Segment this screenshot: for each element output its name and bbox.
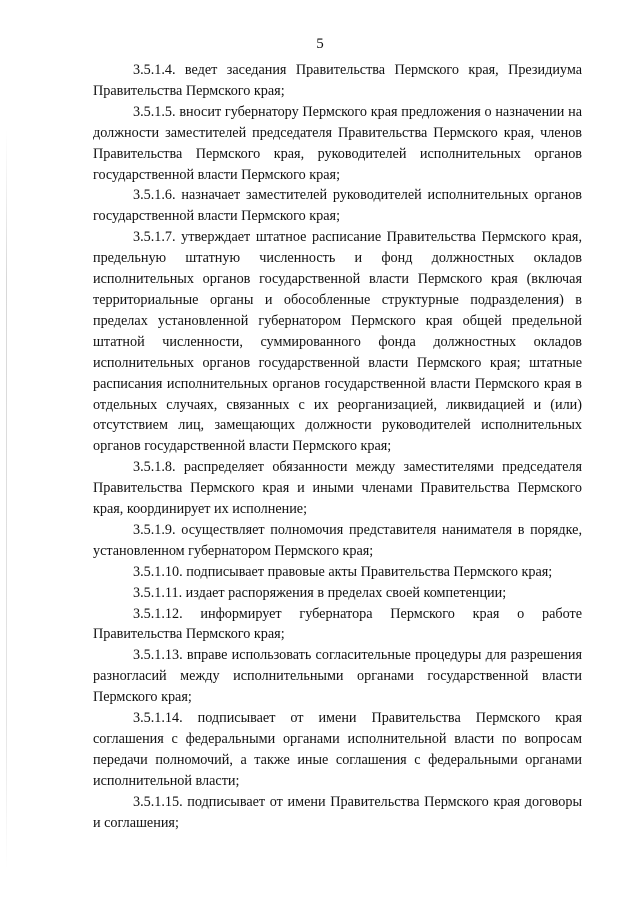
paragraph-3-5-1-8: 3.5.1.8. распределяет обязанности между заместителями председателя Правительства Пермского края и иными членами Правительства Пермского края, координирует их исполнение; xyxy=(93,459,582,518)
paragraph-3-5-1-15: 3.5.1.15. подписывает от имени Правительства Пермского края договоры и соглашения; xyxy=(93,793,582,831)
paragraph-3-5-1-11: 3.5.1.11. издает распоряжения в пределах своей компетенции; xyxy=(133,584,507,601)
paragraph-3-5-1-6: 3.5.1.6. назначает заместителей руководителей исполнительных органов государственной власти Пермского края; xyxy=(93,187,582,225)
paragraph-3-5-1-10: 3.5.1.10. подписывает правовые акты Правительства Пермского края; xyxy=(133,563,553,580)
scan-artifact-line xyxy=(6,130,7,870)
paragraph-3-5-1-12: 3.5.1.12. информирует губернатора Пермского края о работе Правительства Пермского края; xyxy=(93,605,582,643)
paragraph-3-5-1-9: 3.5.1.9. осуществляет полномочия представителя нанимателя в порядке, установленном губернатором Пермского края; xyxy=(93,521,582,559)
paragraph-3-5-1-13: 3.5.1.13. вправе использовать согласительные процедуры для разрешения разногласий между исполнительными органами государственной власти Пермского края; xyxy=(93,647,582,706)
paragraph-3-5-1-5: 3.5.1.5. вносит губернатору Пермского края предложения о назначении на должности заместителей председателя Правительства Пермского края, членов Правительства Пермского края, руководителей исполнительных органов государственной власти Пермского края; xyxy=(93,103,582,183)
paragraph-3-5-1-14: 3.5.1.14. подписывает от имени Правительства Пермского края соглашения с федеральными органами исполнительной власти по вопросам передачи полномочий, а также иные соглашения с федеральными органами исполнительной власти; xyxy=(93,710,582,789)
document-body xyxy=(93,60,582,834)
page-number: 5 xyxy=(316,36,324,52)
paragraph-3-5-1-7: 3.5.1.7. утверждает штатное расписание Правительства Пермского края, предельную штатную численность и фонд должностных окладов исполнительных органов государственной власти Пермского края (включая территориальные органы и обособленные структурные подразделения) в пределах установленной губернатором Пермского края общей предельной штатной численности, суммированного фонда должностных окладов исполнительных органов государственной власти Пермского края; штатные расписания исполнительных органов государственной власти Пермского края в отдельных случаях, связанных с их реорганизацией, ликвидацией и (или) отсутствием лиц, замещающих должности руководителей исполнительных органов государственной власти Пермского края; xyxy=(93,229,582,455)
paragraph-3-5-1-4: 3.5.1.4. ведет заседания Правительства Пермского края, Президиума Правительства Пермского края; xyxy=(93,62,582,99)
